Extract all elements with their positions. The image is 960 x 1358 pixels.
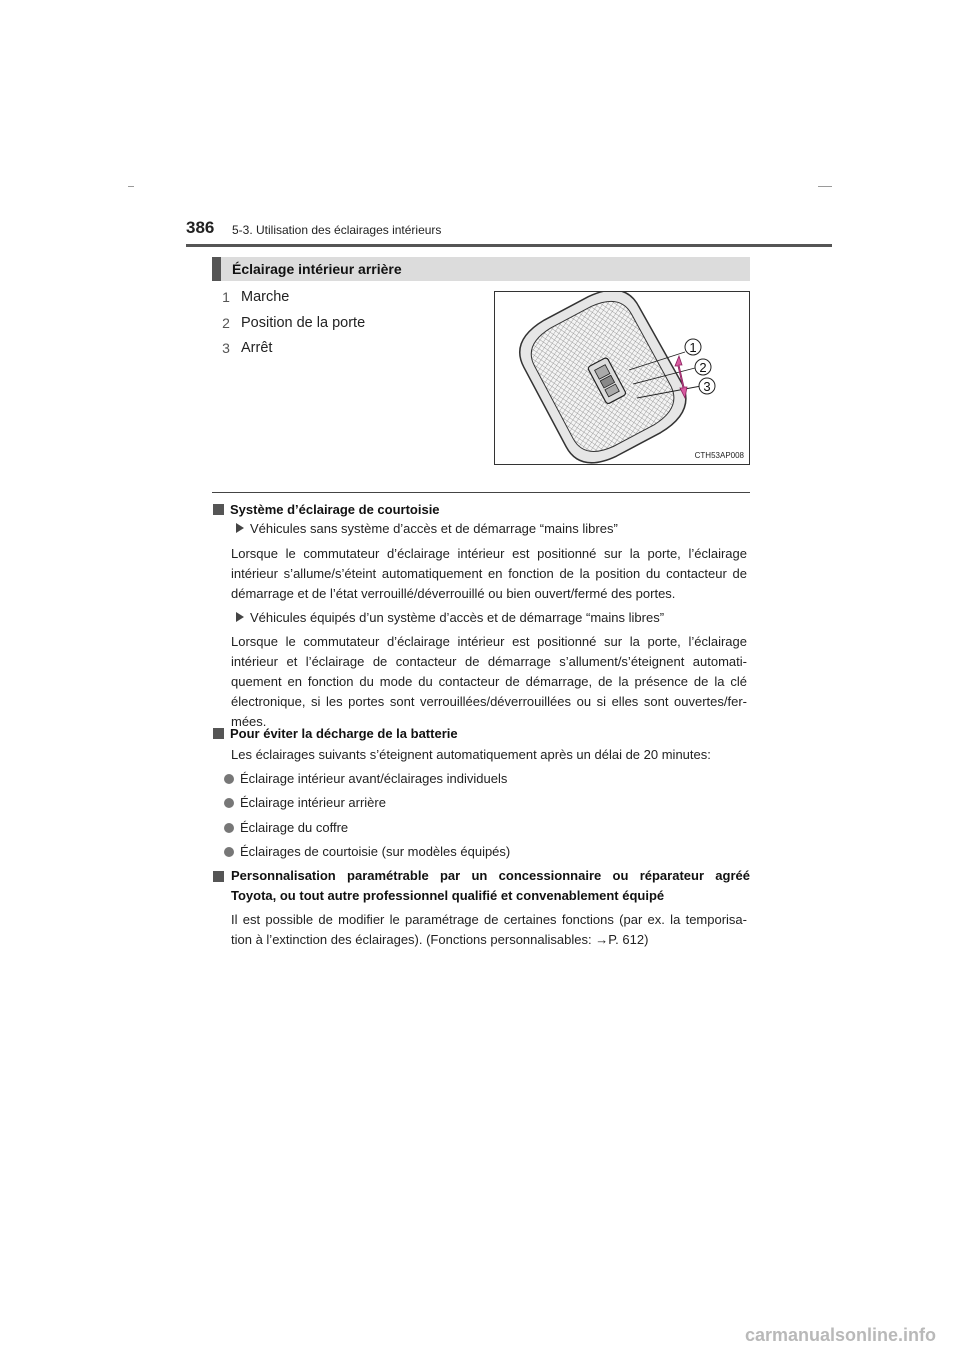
watermark: carmanualsonline.info	[745, 1325, 937, 1345]
paragraph-line: intérieur s’allume/s’éteint automatiquement en fonction de la position du contacteur de	[231, 566, 747, 581]
rear-light-figure	[494, 291, 750, 465]
item-number: 2	[222, 315, 230, 331]
item-row-3	[219, 337, 272, 359]
heading-line: Toyota, ou tout autre professionnel qualifié et convenablement équipé	[231, 888, 665, 903]
bullet-text: Éclairages de courtoisie (sur modèles équipés)	[240, 844, 511, 859]
crop-mark-left	[128, 186, 134, 187]
figure-callout-2: 2	[699, 360, 707, 375]
bullet-text: Éclairage du coffre	[240, 820, 349, 835]
case1-title	[236, 519, 618, 539]
header-rule	[186, 244, 832, 247]
custom-paragraph	[231, 910, 747, 950]
chapter-title: 5-3. Utilisation des éclairages intérieurs	[232, 223, 442, 237]
courtesy-heading	[213, 500, 440, 520]
crop-mark-right	[818, 186, 832, 187]
round-bullet-icon	[224, 823, 234, 833]
case2-title	[236, 608, 664, 628]
rear-interior-light-illustration	[495, 292, 749, 464]
battery-bullet-3	[224, 818, 348, 838]
paragraph-line: Les éclairages suivants s’éteignent automatiquement après un délai de 20 minutes:	[231, 747, 711, 762]
item-number: 3	[222, 340, 230, 356]
item-label: Arrêt	[241, 340, 273, 356]
figure-callout-1: 1	[689, 340, 697, 355]
paragraph-line: Lorsque le commutateur d’éclairage intérieur est positionné sur la porte, l’éclairage	[231, 634, 747, 649]
round-bullet-icon	[224, 774, 234, 784]
case1-paragraph	[231, 544, 747, 604]
battery-bullet-2	[224, 793, 386, 813]
battery-intro	[231, 745, 747, 765]
battery-bullet-1	[224, 769, 507, 789]
square-bullet-icon	[213, 504, 224, 515]
paragraph-line: électronique, si les portes sont verrouillées/déverrouillées ou si elles sont ouvertes/fer-	[231, 694, 747, 709]
item-label: Position de la porte	[241, 315, 366, 331]
section-rule	[212, 492, 750, 493]
courtesy-heading-text: Système d’éclairage de courtoisie	[230, 502, 440, 517]
item-label: Marche	[241, 289, 290, 305]
battery-heading-text: Pour éviter la décharge de la batterie	[230, 726, 458, 741]
round-bullet-icon	[224, 847, 234, 857]
paragraph-line: démarrage et de l’état verrouillé/déverrouillé ou bien ouvert/fermé des portes.	[231, 586, 676, 601]
heading-line: Personnalisation paramétrable par un concessionnaire ou réparateur agréé	[231, 868, 750, 883]
custom-heading	[213, 866, 750, 906]
figure-code: CTH53AP008	[694, 451, 744, 460]
paragraph-line: Lorsque le commutateur d’éclairage intérieur est positionné sur la porte, l’éclairage	[231, 546, 747, 561]
page-number: 386	[186, 218, 215, 237]
case2-title-text: Véhicules équipés d’un système d’accès et de démarrage “mains libres”	[250, 610, 665, 625]
square-bullet-icon	[213, 728, 224, 739]
square-bullet-icon	[213, 871, 224, 882]
item-row-2	[219, 312, 365, 334]
battery-bullet-4	[224, 842, 510, 862]
paragraph-line: intérieur et l’éclairage de contacteur de démarrage s’allument/s’éteignent automati-	[231, 654, 747, 669]
section-title: Éclairage intérieur arrière	[232, 261, 402, 277]
section-heading-tab	[212, 257, 221, 281]
item-number: 1	[222, 289, 230, 305]
paragraph-line: tion à l’extinction des éclairages). (Fonctions personnalisables: →P. 612)	[231, 932, 649, 947]
item-row-1	[219, 286, 289, 308]
bullet-text: Éclairage intérieur arrière	[240, 795, 386, 810]
round-bullet-icon	[224, 798, 234, 808]
section-heading-bar	[212, 257, 750, 281]
paragraph-line: quement en fonction du mode du contacteur de démarrage, de la présence de la clé	[231, 674, 747, 689]
bullet-text: Éclairage intérieur avant/éclairages individuels	[240, 771, 508, 786]
case2-paragraph	[231, 632, 747, 732]
battery-heading	[213, 724, 458, 744]
paragraph-line: mées.	[231, 714, 267, 729]
case1-title-text: Véhicules sans système d’accès et de démarrage “mains libres”	[250, 521, 618, 536]
triangle-bullet-icon	[236, 523, 244, 533]
figure-callout-3: 3	[703, 379, 711, 394]
triangle-bullet-icon	[236, 612, 244, 622]
paragraph-line: Il est possible de modifier le paramétrage de certaines fonctions (par ex. la temporisa-	[231, 912, 747, 927]
